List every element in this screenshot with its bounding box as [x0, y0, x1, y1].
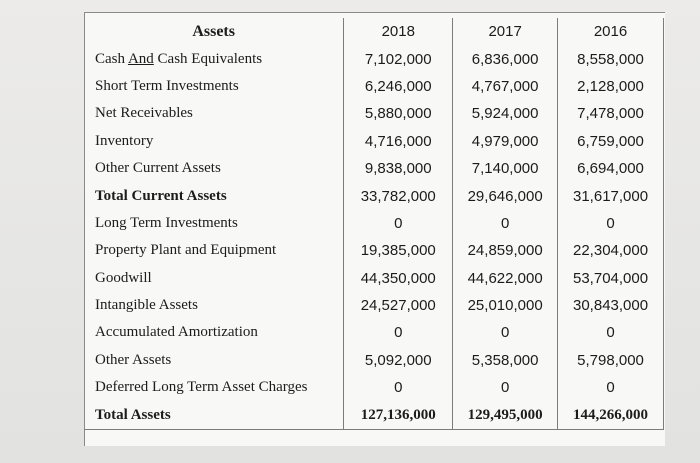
table-row — [84, 210, 664, 237]
value-2016: 30,843,000 — [558, 292, 664, 319]
value-2016: 0 — [558, 319, 664, 346]
value-2017: 7,140,000 — [453, 155, 558, 182]
table-row — [84, 374, 664, 401]
label-part: Cash — [95, 50, 128, 67]
row-label: Other Assets — [84, 347, 344, 374]
row-label: Inventory — [84, 128, 344, 155]
table-row — [84, 100, 664, 127]
value-2017: 29,646,000 — [453, 182, 558, 209]
value-2018: 5,092,000 — [344, 347, 453, 374]
value-2017: 24,859,000 — [453, 237, 558, 264]
row-label: Short Term Investments — [84, 73, 344, 100]
row-label: Intangible Assets — [84, 292, 344, 319]
table-row — [84, 45, 664, 72]
value-2017: 5,924,000 — [453, 100, 558, 127]
value-2018: 44,350,000 — [344, 265, 453, 292]
row-label: Goodwill — [84, 265, 344, 292]
value-2018: 6,246,000 — [344, 73, 453, 100]
table-row — [84, 182, 664, 209]
table-row — [84, 128, 664, 155]
value-2018: 7,102,000 — [344, 45, 453, 72]
value-2016: 53,704,000 — [558, 265, 664, 292]
table-row — [84, 319, 664, 346]
total-row — [84, 401, 664, 429]
value-2018: 33,782,000 — [344, 182, 453, 209]
table-row — [84, 155, 664, 182]
value-2018: 9,838,000 — [344, 155, 453, 182]
row-label — [84, 45, 344, 72]
assets-heading: Assets — [84, 18, 344, 45]
value-2016: 8,558,000 — [558, 45, 664, 72]
table-row — [84, 292, 664, 319]
value-2016: 5,798,000 — [558, 347, 664, 374]
row-label: Total Assets — [84, 401, 344, 429]
value-2016: 22,304,000 — [558, 237, 664, 264]
value-2017: 4,767,000 — [453, 73, 558, 100]
value-2018: 5,880,000 — [344, 100, 453, 127]
label-part: Cash Equivalents — [153, 50, 263, 67]
value-2017: 129,495,000 — [453, 401, 558, 429]
table-row — [84, 237, 664, 264]
header-row — [84, 18, 664, 45]
row-label: Long Term Investments — [84, 210, 344, 237]
table-row — [84, 265, 664, 292]
value-2016: 0 — [558, 210, 664, 237]
value-2016: 144,266,000 — [558, 401, 664, 429]
value-2017: 6,836,000 — [453, 45, 558, 72]
row-label: Net Receivables — [84, 100, 344, 127]
value-2018: 0 — [344, 210, 453, 237]
value-2017: 0 — [453, 319, 558, 346]
row-label: Accumulated Amortization — [84, 319, 344, 346]
row-label: Property Plant and Equipment — [84, 237, 344, 264]
value-2016: 2,128,000 — [558, 73, 664, 100]
value-2017: 44,622,000 — [453, 265, 558, 292]
value-2016: 6,759,000 — [558, 128, 664, 155]
value-2018: 24,527,000 — [344, 292, 453, 319]
value-2016: 6,694,000 — [558, 155, 664, 182]
value-2017: 0 — [453, 374, 558, 401]
value-2018: 0 — [344, 319, 453, 346]
value-2018: 0 — [344, 374, 453, 401]
value-2018: 19,385,000 — [344, 237, 453, 264]
row-label: Other Current Assets — [84, 155, 344, 182]
value-2018: 4,716,000 — [344, 128, 453, 155]
assets-table — [84, 18, 664, 430]
value-2017: 0 — [453, 210, 558, 237]
table-row — [84, 347, 664, 374]
value-2017: 5,358,000 — [453, 347, 558, 374]
value-2017: 4,979,000 — [453, 128, 558, 155]
year-2016-header: 2016 — [558, 18, 664, 45]
row-label: Total Current Assets — [84, 182, 344, 209]
value-2016: 0 — [558, 374, 664, 401]
row-label: Deferred Long Term Asset Charges — [84, 374, 344, 401]
table-row — [84, 73, 664, 100]
value-2016: 31,617,000 — [558, 182, 664, 209]
label-underlined: And — [127, 50, 154, 67]
value-2017: 25,010,000 — [453, 292, 558, 319]
value-2018: 127,136,000 — [344, 401, 453, 429]
year-2018-header: 2018 — [344, 18, 453, 45]
year-2017-header: 2017 — [453, 18, 558, 45]
value-2016: 7,478,000 — [558, 100, 664, 127]
